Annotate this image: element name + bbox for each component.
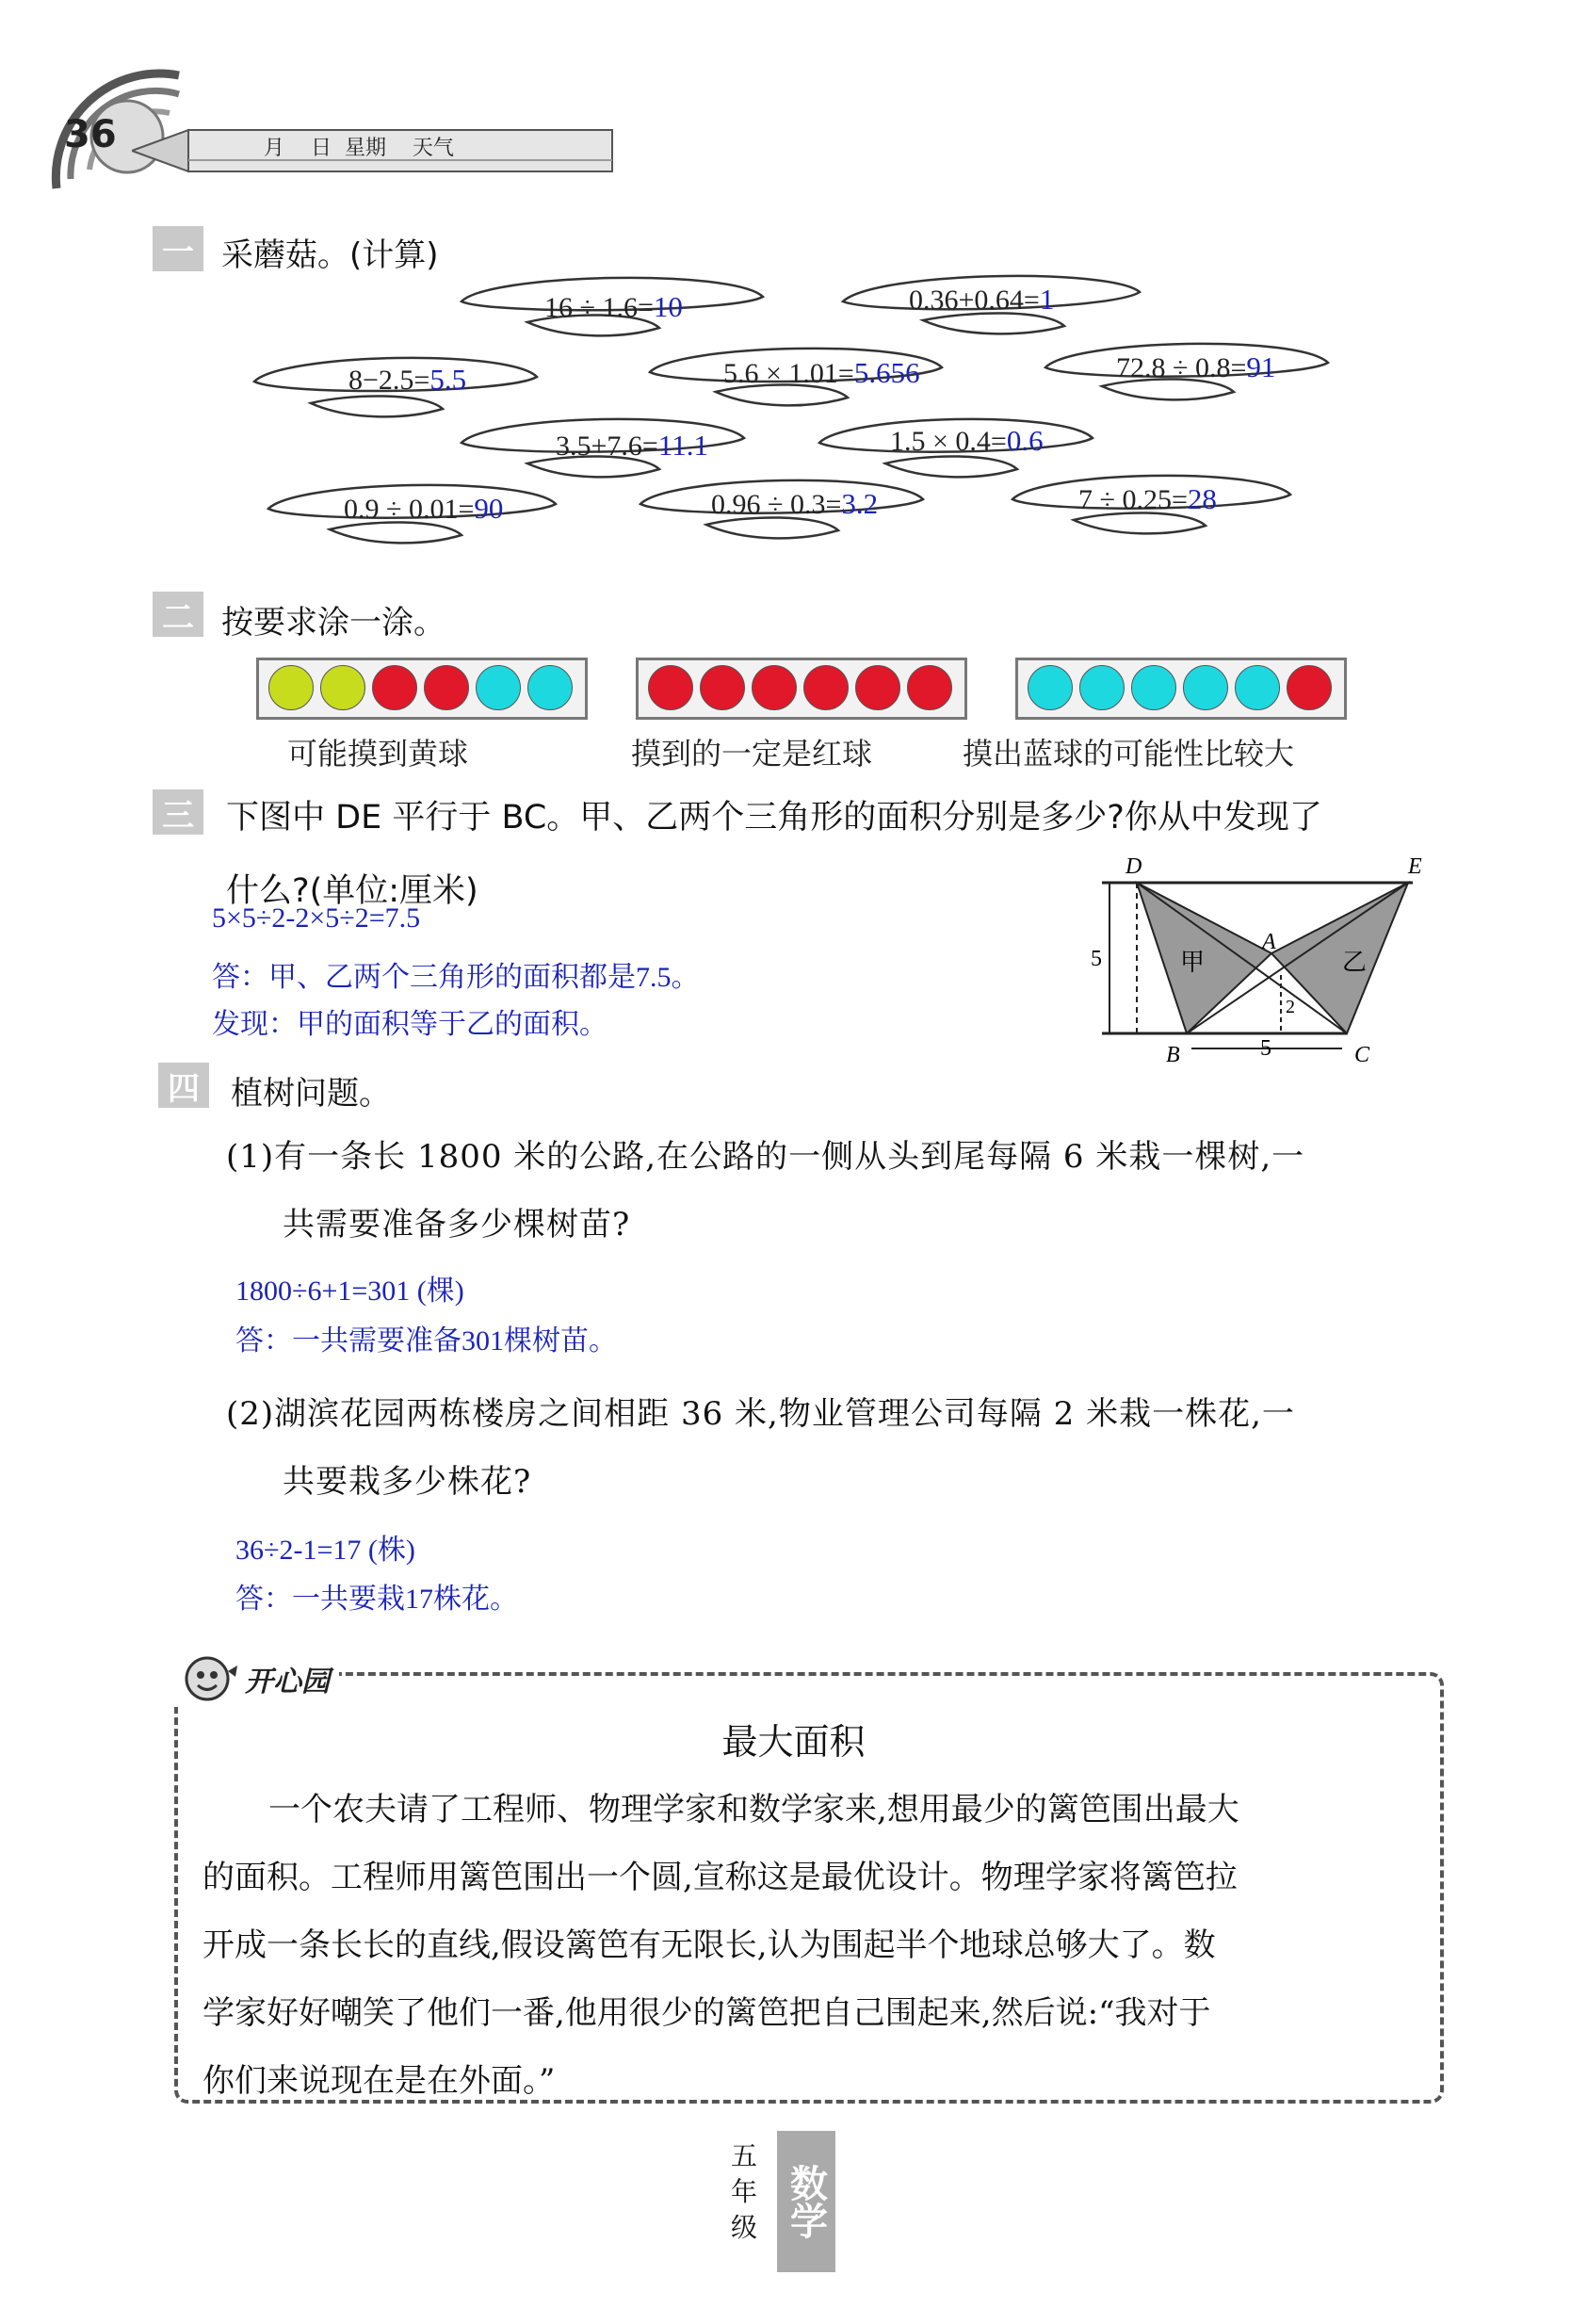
cyan-ball xyxy=(1079,665,1125,710)
calc-answer: 0.6 xyxy=(1006,424,1044,457)
label-B: B xyxy=(1166,1043,1180,1067)
a2-line1: 36÷2-1=17 (株) xyxy=(235,1535,415,1566)
cyan-ball xyxy=(476,665,521,710)
calc-item xyxy=(909,283,1054,317)
date-line: 月 日 星期 天气 xyxy=(264,137,454,160)
calc-answer: 5.656 xyxy=(853,356,920,389)
red-ball xyxy=(907,665,952,710)
section-3-answer-3: 发现：甲的面积等于乙的面积。 xyxy=(212,1009,607,1040)
label-small-h: 2 xyxy=(1286,997,1295,1017)
triangle-figure xyxy=(1083,843,1460,1069)
cyan-ball xyxy=(1131,665,1176,710)
calc-answer: 10 xyxy=(653,290,683,323)
calc-item xyxy=(556,429,708,463)
kaixin-label-text: 开心园 xyxy=(245,1666,330,1698)
calc-expr: 7 ÷ 0.25= xyxy=(1078,484,1188,515)
red-ball xyxy=(700,665,745,710)
calc-expr: 8−2.5= xyxy=(348,365,430,396)
yellow-ball xyxy=(320,665,365,710)
section-4-title: 植树问题。 xyxy=(231,1075,391,1113)
q1-line2: 共需要准备多少棵树苗? xyxy=(283,1206,631,1243)
red-ball xyxy=(803,665,849,710)
calc-expr: 1.5 × 0.4= xyxy=(890,426,1007,457)
calc-answer: 1 xyxy=(1039,283,1055,316)
label-height: 5 xyxy=(1091,947,1102,971)
ball-box-3 xyxy=(1015,658,1347,720)
story-line: 开成一条长长的直线,假设篱笆有无限长,认为围起半个地球总够大了。数 xyxy=(202,1926,1216,1964)
q1-line1: (1)有一条长 1800 米的公路,在公路的一侧从头到尾每隔 6 米栽一棵树,一 xyxy=(226,1138,1305,1176)
calc-item xyxy=(344,492,503,526)
footer-subject: 数学 xyxy=(777,2131,835,2272)
calc-expr: 0.9 ÷ 0.01= xyxy=(344,494,475,525)
calc-item xyxy=(890,424,1044,458)
story-line: 你们来说现在是在外面。” xyxy=(202,2062,556,2100)
yellow-ball xyxy=(268,665,314,710)
red-ball xyxy=(648,665,693,710)
calc-answer: 90 xyxy=(474,492,504,525)
story-title: 最大面积 xyxy=(721,1721,866,1763)
red-ball xyxy=(752,665,797,710)
label-D: D xyxy=(1125,854,1142,879)
calc-answer: 5.5 xyxy=(429,363,467,396)
red-ball xyxy=(372,665,417,710)
cyan-ball xyxy=(1183,665,1228,710)
calc-item xyxy=(723,356,920,390)
section-2-number: 二 xyxy=(153,592,203,637)
box-caption-2: 摸到的一定是红球 xyxy=(631,736,873,772)
calc-expr: 5.6 × 1.01= xyxy=(723,358,854,389)
q2-line2: 共要栽多少株花? xyxy=(283,1463,532,1501)
label-E: E xyxy=(1408,854,1422,879)
section-4-number: 四 xyxy=(158,1063,209,1108)
a1-line1: 1800÷6+1=301 (棵) xyxy=(235,1276,464,1307)
label-base: 5 xyxy=(1260,1036,1271,1061)
page-header xyxy=(38,57,603,217)
kaixin-label xyxy=(170,1650,339,1707)
section-3-answer-1: 5×5÷2-2×5÷2=7.5 xyxy=(212,902,421,934)
section-3-question-line1: 下图中 DE 平行于 BC。甲、乙两个三角形的面积分别是多少?你从中发现了 xyxy=(226,799,1322,837)
calc-item xyxy=(348,363,466,397)
calc-expr: 0.96 ÷ 0.3= xyxy=(711,489,842,520)
calc-item xyxy=(544,290,683,324)
a2-line2: 答：一共要栽17株花。 xyxy=(235,1584,518,1615)
box-caption-3: 摸出蓝球的可能性比较大 xyxy=(963,736,1295,772)
section-1-title: 采蘑菇。(计算) xyxy=(221,236,439,274)
page-number: 36 xyxy=(64,113,117,156)
box-caption-1: 可能摸到黄球 xyxy=(287,736,469,772)
calc-item xyxy=(1116,350,1275,384)
label-A: A xyxy=(1262,930,1276,954)
red-ball xyxy=(424,665,469,710)
calc-expr: 3.5+7.6= xyxy=(556,431,658,462)
story-text xyxy=(202,1776,1427,2115)
calc-expr: 0.36+0.64= xyxy=(909,284,1040,316)
label-yi: 乙 xyxy=(1342,949,1368,977)
label-jia: 甲 xyxy=(1180,949,1206,977)
section-3-number: 三 xyxy=(153,789,203,835)
cyan-ball xyxy=(1235,665,1280,710)
smiley-icon xyxy=(179,1652,245,1705)
ball-box-2 xyxy=(636,658,967,720)
story-line: 一个农夫请了工程师、物理学家和数学家来,想用最少的篱笆围出最大 xyxy=(268,1791,1239,1828)
ball-box-1 xyxy=(256,658,588,720)
label-C: C xyxy=(1354,1043,1370,1067)
story-line: 学家好好嘲笑了他们一番,他用很少的篱笆把自己围起来,然后说:“我对于 xyxy=(202,1994,1211,2032)
calc-item xyxy=(1078,482,1217,516)
calc-expr: 72.8 ÷ 0.8= xyxy=(1116,352,1247,383)
red-ball xyxy=(1287,665,1332,710)
calc-answer: 3.2 xyxy=(841,487,879,520)
mushroom-shapes xyxy=(0,254,1587,650)
story-line: 的面积。工程师用篱笆围出一个圆,宣称这是最优设计。物理学家将篱笆拉 xyxy=(202,1859,1238,1896)
footer-grade: 五 年 级 xyxy=(730,2140,757,2243)
calc-answer: 28 xyxy=(1187,482,1217,515)
q2-line1: (2)湖滨花园两栋楼房之间相距 36 米,物业管理公司每隔 2 米栽一株花,一 xyxy=(226,1395,1295,1433)
section-3-question-line2: 什么?(单位:厘米) xyxy=(226,872,478,910)
calc-item xyxy=(711,487,878,521)
red-ball xyxy=(855,665,900,710)
cyan-ball xyxy=(1028,665,1073,710)
section-1-number: 一 xyxy=(153,226,203,271)
cyan-ball xyxy=(527,665,573,710)
a1-line2: 答：一共需要准备301棵树苗。 xyxy=(235,1325,617,1357)
calc-expr: 16 ÷ 1.6= xyxy=(544,292,654,323)
section-3-answer-2: 答：甲、乙两个三角形的面积都是7.5。 xyxy=(212,962,700,993)
section-2-title: 按要求涂一涂。 xyxy=(221,604,445,642)
calc-answer: 11.1 xyxy=(657,429,708,462)
calc-answer: 91 xyxy=(1246,350,1276,383)
